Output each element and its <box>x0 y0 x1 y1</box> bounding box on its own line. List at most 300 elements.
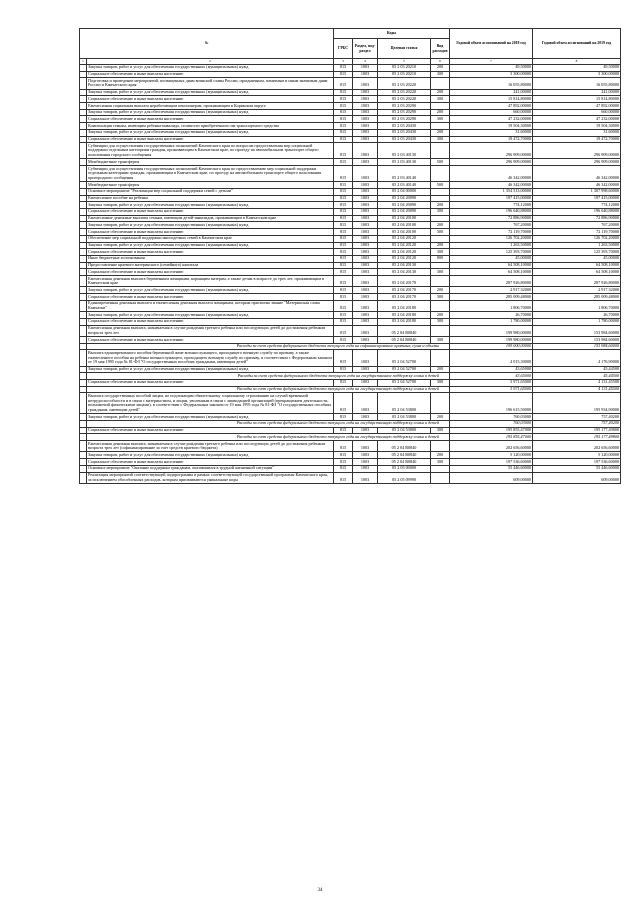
expense-type: 200 <box>431 414 450 421</box>
grbs-code: 815 <box>334 472 353 483</box>
target-code: 05 2 05 00000 <box>378 465 431 472</box>
target-code: 05 2 03 40130 <box>378 143 431 159</box>
grbs-code: 815 <box>334 129 353 136</box>
col-index: 8 <box>533 59 621 65</box>
table-row <box>80 262 621 269</box>
table-row <box>80 159 621 166</box>
row-number-cell <box>80 96 87 103</box>
amount-2019: 195 934,90000 <box>533 393 621 414</box>
grbs-code: 815 <box>334 166 353 182</box>
expense-type <box>431 350 450 366</box>
amount-2018: 1 354 513,00000 <box>450 188 533 195</box>
item-name: Закупка товаров, работ и услуг для обеспечения государственных (муниципальных) нужд <box>87 242 334 249</box>
razdel-code: 1003 <box>353 129 378 136</box>
amount-2019: 19 472,70000 <box>533 136 621 143</box>
table-row <box>80 269 621 276</box>
item-name: Социальное обеспечение и иные выплаты населению <box>87 96 334 103</box>
row-number-cell <box>80 373 87 380</box>
note-amount-2018: 760,03000 <box>450 420 533 427</box>
row-number-cell <box>80 452 87 459</box>
col-index: 6 <box>431 59 450 65</box>
target-code: 05 2 03 40140 <box>378 182 431 189</box>
table-row <box>80 325 621 336</box>
amount-2018: 774,12000 <box>450 202 533 209</box>
grbs-code: 815 <box>334 350 353 366</box>
item-name: Закупка товаров, работ и услуг для обеспечения государственных (муниципальных) нужд <box>87 64 334 71</box>
amount-2019: 72 886,90000 <box>533 215 621 222</box>
grbs-code: 815 <box>334 287 353 294</box>
grbs-code: 815 <box>334 366 353 373</box>
amount-2018: 296 909,00000 <box>450 143 533 159</box>
row-number-cell <box>80 269 87 276</box>
amount-2018: 3 971,65000 <box>450 379 533 386</box>
grbs-code: 815 <box>334 393 353 414</box>
grbs-code: 815 <box>334 414 353 421</box>
item-name: Обеспечение мер социальной поддержки многодетных семей в Камчатском крае <box>87 235 334 242</box>
table-row <box>80 109 621 116</box>
item-name: Социальное обеспечение и иные выплаты населению <box>87 318 334 325</box>
amount-2018: 196 615,50000 <box>450 393 533 414</box>
amount-2019: 16 055,80000 <box>533 78 621 89</box>
target-code: 05 2 04 52700 <box>378 350 431 366</box>
razdel-code: 1003 <box>353 103 378 110</box>
note-amount-2018: 43,65000 <box>450 373 533 380</box>
row-number-cell <box>80 116 87 123</box>
row-number-cell <box>80 287 87 294</box>
row-number-cell <box>80 434 87 441</box>
amount-2019: 196 640,88000 <box>533 208 621 215</box>
row-number-cell <box>80 337 87 344</box>
row-number-cell <box>80 129 87 136</box>
target-code: 05 2 03 20290 <box>378 109 431 116</box>
item-name: Социальное обеспечение и иные выплаты населению <box>87 116 334 123</box>
expense-type: 300 <box>431 294 450 301</box>
razdel-code: 1003 <box>353 71 378 78</box>
note-amount-2018: 109 000,00000 <box>450 343 533 350</box>
razdel-code: 1003 <box>353 78 378 89</box>
grbs-code: 815 <box>334 294 353 301</box>
item-name: Иные бюджетные ассигнования <box>87 255 334 262</box>
target-code: 05 2 04 53800 <box>378 414 431 421</box>
table-row <box>80 350 621 366</box>
row-number-cell <box>80 427 87 434</box>
row-number-cell <box>80 379 87 386</box>
target-code: 05 2 04 20090 <box>378 208 431 215</box>
razdel-code: 1003 <box>353 337 378 344</box>
target-code: 05 2 04 20130 <box>378 269 431 276</box>
note-amount-2019: 757,40200 <box>533 420 621 427</box>
amount-2018: 202 656,60000 <box>450 441 533 452</box>
target-code: 05 2 04 R0840 <box>378 337 431 344</box>
table-row <box>80 222 621 229</box>
amount-2018: 64 508,10000 <box>450 269 533 276</box>
amount-2019: 296 909,00000 <box>533 143 621 159</box>
razdel-code: 1003 <box>353 143 378 159</box>
amount-2019: 46 342,00000 <box>533 166 621 182</box>
item-name: Ежемесячная денежная выплата, назначаемая в случае рождения третьего ребенка или последующих детей до достижения ребенком возраста трех лет <box>87 325 334 336</box>
expense-type <box>431 300 450 311</box>
amount-2019: 197 536,60000 <box>533 459 621 466</box>
table-row <box>80 441 621 452</box>
grbs-code: 815 <box>334 222 353 229</box>
amount-2019: 296 909,00000 <box>533 159 621 166</box>
amount-2019: 767,20000 <box>533 222 621 229</box>
razdel-code: 1003 <box>353 441 378 452</box>
target-code: 05 2 03 20220 <box>378 78 431 89</box>
expense-type: 200 <box>431 222 450 229</box>
cofinancing-note-row <box>80 343 621 350</box>
note-amount-2019: 45,44500 <box>533 373 621 380</box>
grbs-code: 815 <box>334 312 353 319</box>
grbs-code: 815 <box>334 262 353 269</box>
expense-type <box>431 215 450 222</box>
amount-2018: 767,20000 <box>450 222 533 229</box>
amount-2019: 47 232,00000 <box>533 116 621 123</box>
amount-2018: 55 446,60000 <box>450 465 533 472</box>
razdel-code: 1003 <box>353 195 378 202</box>
razdel-code: 1003 <box>353 472 378 483</box>
note-amount-2018: 3 971,65000 <box>450 386 533 393</box>
expense-type <box>431 465 450 472</box>
header-razdel: Раздел, под-раздел <box>353 39 378 59</box>
target-code: 05 2 03 20220 <box>378 96 431 103</box>
razdel-code: 1003 <box>353 414 378 421</box>
expense-type: 300 <box>431 318 450 325</box>
table-row <box>80 459 621 466</box>
target-code: 05 2 03 20430 <box>378 129 431 136</box>
target-code: 05 2 04 20090 <box>378 195 431 202</box>
table-row <box>80 379 621 386</box>
expense-type <box>431 393 450 414</box>
table-row <box>80 143 621 159</box>
table-row <box>80 123 621 130</box>
amount-2018: 296 909,00000 <box>450 159 533 166</box>
amount-2018: 609,00000 <box>450 472 533 483</box>
expense-type <box>431 472 450 483</box>
table-row <box>80 116 621 123</box>
razdel-code: 1003 <box>353 255 378 262</box>
table-row <box>80 287 621 294</box>
amount-2019: 4 131,45500 <box>533 379 621 386</box>
row-number-cell <box>80 343 87 350</box>
razdel-code: 1003 <box>353 202 378 209</box>
amount-2018: 196 640,88000 <box>450 208 533 215</box>
grbs-code: 815 <box>334 318 353 325</box>
item-name: Субвенции для осуществления государственных полномочий Камчатского края по предоставлению мер социальной поддержки отдельным категориям граждан, проживающим в Камчатском крае, по проезду на автомобильном транспорте общего пользования пригородного сообщения <box>87 166 334 182</box>
amount-2018: 3 300,00000 <box>450 71 533 78</box>
item-name: Социальное обеспечение и иные выплаты населению <box>87 379 334 386</box>
amount-2018: 199 980,00000 <box>450 325 533 336</box>
expense-type <box>431 262 450 269</box>
expense-type <box>431 78 450 89</box>
razdel-code: 1003 <box>353 89 378 96</box>
target-code: 05 2 04 20090 <box>378 202 431 209</box>
amount-2019: 153 984,60000 <box>533 325 621 336</box>
grbs-code: 815 <box>334 452 353 459</box>
target-code: 05 2 04 R0840 <box>378 452 431 459</box>
grbs-code: 815 <box>334 64 353 71</box>
row-number-cell <box>80 249 87 256</box>
razdel-code: 1003 <box>353 325 378 336</box>
item-name: Социальное обеспечение и иные выплаты населению <box>87 269 334 276</box>
item-name: Компенсация семьям, имеющим ребенка-инвалида, стоимости приобретенного им транспортного средства <box>87 123 334 130</box>
razdel-code: 1003 <box>353 229 378 236</box>
grbs-code: 815 <box>334 195 353 202</box>
item-name: Социальное обеспечение и иные выплаты населению <box>87 229 334 236</box>
amount-2018: 26,70000 <box>450 312 533 319</box>
grbs-code: 815 <box>334 325 353 336</box>
grbs-code: 815 <box>334 208 353 215</box>
expense-type: 500 <box>431 182 450 189</box>
row-number-cell <box>80 136 87 143</box>
amount-2018: 197 415,00000 <box>450 195 533 202</box>
razdel-code: 1003 <box>353 123 378 130</box>
amount-2019: 47 892,00000 <box>533 103 621 110</box>
row-number-cell <box>80 255 87 262</box>
item-name: Закупка товаров, работ и услуг для обеспечения государственных (муниципальных) нужд <box>87 452 334 459</box>
razdel-code: 1003 <box>353 262 378 269</box>
amount-2018: 285 009,48000 <box>450 294 533 301</box>
row-number-cell <box>80 143 87 159</box>
expense-type: 300 <box>431 116 450 123</box>
target-code: 05 2 04 52700 <box>378 366 431 373</box>
razdel-code: 1003 <box>353 276 378 287</box>
razdel-code: 1003 <box>353 235 378 242</box>
amount-2019: 1 307 998,60000 <box>533 188 621 195</box>
table-row <box>80 255 621 262</box>
amount-2019: 1 263,50000 <box>533 242 621 249</box>
razdel-code: 1003 <box>353 222 378 229</box>
amount-2018: 2 917,32000 <box>450 287 533 294</box>
table-row <box>80 235 621 242</box>
item-name: Предоставление краевого материнского (семейного) капитала <box>87 262 334 269</box>
grbs-code: 815 <box>334 202 353 209</box>
row-number-cell <box>80 366 87 373</box>
table-row <box>80 472 621 483</box>
table-row <box>80 78 621 89</box>
table-row <box>80 136 621 143</box>
amount-2019: 64 508,10000 <box>533 269 621 276</box>
item-name: Выплата единовременного пособия беременной жене военнослужащего, проходящего военную службу по призыву, а также ежемесячного пособия на ребенка военнослужащего, проходящего военную службу по призыву, в соответствии с Федеральным законом от 19 мая 1995 года № 81-ФЗ "О государственных пособиях гражданам, имеющим детей" <box>88 349 332 365</box>
note-text: Расходы за счет средств федерального бюджета текущего года на государственное поддержку семьи и детей <box>87 373 450 380</box>
expense-type: 800 <box>431 255 450 262</box>
target-code: 05 2 04 00000 <box>378 188 431 195</box>
expense-type: 300 <box>431 96 450 103</box>
note-text: Расходы за счет средств федерального бюджета текущего года на государственную поддержку семьи и детей <box>87 386 450 393</box>
amount-2019: 2 917,32000 <box>533 287 621 294</box>
grbs-code: 815 <box>334 427 353 434</box>
row-number-cell <box>80 276 87 287</box>
target-code: 05 2 03 20430 <box>378 136 431 143</box>
table-row <box>80 64 621 71</box>
item-name: Закупка товаров, работ и услуг для обеспечения государственных (муниципальных) нужд <box>87 89 334 96</box>
item-name: Социальное обеспечение и иные выплаты населению <box>87 136 334 143</box>
item-name: Социальное обеспечение и иные выплаты населению <box>87 459 334 466</box>
row-number-cell <box>80 103 87 110</box>
row-number-cell <box>80 386 87 393</box>
expense-type <box>431 325 450 336</box>
target-code: 05 2 04 20100 <box>378 229 431 236</box>
target-code: 05 2 04 20170 <box>378 276 431 287</box>
page-number: 34 <box>317 888 323 893</box>
table-row <box>80 366 621 373</box>
row-number-cell <box>80 89 87 96</box>
row-number-cell <box>80 215 87 222</box>
row-number-cell <box>80 420 87 427</box>
amount-2019: 287 926,80000 <box>533 276 621 287</box>
item-name: Единовременная денежная выплата и ежемесячная денежная выплата женщинам, которым присвоено звание "Материнская слава Камчатки" <box>87 300 334 311</box>
col-index: 4 <box>353 59 378 65</box>
target-code: 05 2 04 20120 <box>378 249 431 256</box>
amount-2018: 660,00000 <box>450 109 533 116</box>
note-amount-2019: 153 984,60000 <box>533 343 621 350</box>
amount-2019: 5 120,00000 <box>533 452 621 459</box>
item-name: Социальное обеспечение и иные выплаты населению <box>87 249 334 256</box>
razdel-code: 1003 <box>353 159 378 166</box>
target-code: 05 2 04 20170 <box>378 287 431 294</box>
note-amount-2019: 4 131,45500 <box>533 386 621 393</box>
amount-2018: 197 536,60000 <box>450 459 533 466</box>
grbs-code: 815 <box>334 255 353 262</box>
header-2018: Годовой объем ассигнований на 2018 год <box>450 29 533 59</box>
note-text: Расходы за счет средств федерального бюджета текущего года на государственную поддержку семьи и детей <box>87 420 450 427</box>
row-number-cell <box>80 208 87 215</box>
row-number-cell <box>80 414 87 421</box>
target-code: 05 2 03 40140 <box>378 166 431 182</box>
target-code: 05 2 04 R0840 <box>378 459 431 466</box>
razdel-code: 1003 <box>353 294 378 301</box>
expense-type <box>431 195 450 202</box>
cofinancing-note-row <box>80 420 621 427</box>
amount-2019: 45,44500 <box>533 366 621 373</box>
expense-type: 300 <box>431 71 450 78</box>
expense-type <box>431 276 450 287</box>
razdel-code: 1003 <box>353 215 378 222</box>
amount-2018: 31,60000 <box>450 129 533 136</box>
table-row <box>80 229 621 236</box>
target-code: 05 2 03 20210 <box>378 71 431 78</box>
amount-2019: 153 984,60000 <box>533 337 621 344</box>
table-row <box>80 465 621 472</box>
grbs-code: 815 <box>334 269 353 276</box>
expense-type: 300 <box>431 208 450 215</box>
grbs-code: 815 <box>334 109 353 116</box>
amount-2019: 4 176,90000 <box>533 350 621 366</box>
item-name: Ежемесячная денежная выплата беременным женщинам, кормящим матерям, а также детям в возрасте до трех лет, проживающим в Камчатском крае <box>87 276 334 287</box>
note-amount-2018: 195 855,47000 <box>450 434 533 441</box>
amount-2018: 125 393,70000 <box>450 249 533 256</box>
header-target: Целевая статья <box>378 39 431 59</box>
item-name: Закупка товаров, работ и услуг для обеспечения государственных (муниципальных) нужд <box>87 366 334 373</box>
expense-type: 200 <box>431 202 450 209</box>
grbs-code: 815 <box>334 229 353 236</box>
target-code: 05 2 04 20180 <box>378 312 431 319</box>
razdel-code: 1003 <box>353 300 378 311</box>
header-vid: Вид расходов <box>431 39 450 59</box>
amount-2018: 287 926,80000 <box>450 276 533 287</box>
cofinancing-note-row <box>80 386 621 393</box>
grbs-code: 815 <box>334 188 353 195</box>
amount-2019: 125 393,70000 <box>533 249 621 256</box>
razdel-code: 1003 <box>353 116 378 123</box>
row-number-cell <box>80 472 87 483</box>
grbs-code: 815 <box>334 276 353 287</box>
grbs-code: 815 <box>334 136 353 143</box>
razdel-code: 1003 <box>353 312 378 319</box>
razdel-code: 1003 <box>353 182 378 189</box>
razdel-code: 1003 <box>353 452 378 459</box>
razdel-code: 1003 <box>353 427 378 434</box>
amount-2019: 202 656,60000 <box>533 441 621 452</box>
table-row <box>80 249 621 256</box>
table-row <box>80 202 621 209</box>
expense-type: 200 <box>431 312 450 319</box>
budget-table <box>79 28 621 484</box>
grbs-code: 815 <box>334 159 353 166</box>
amount-2019: 1 806,70000 <box>533 300 621 311</box>
item-name: Реализация мероприятий соответствующей подпрограммы в рамках соответствующей государственной программы Камчатского края, за исключением обособленных расходов, которым присваиваются уникальные коды <box>87 472 334 483</box>
col-index: 5 <box>378 59 431 65</box>
amount-2019: 15 814,80000 <box>533 96 621 103</box>
cofinancing-note-row <box>80 434 621 441</box>
amount-2019: 660,00000 <box>533 109 621 116</box>
expense-type <box>431 235 450 242</box>
amount-2019: 26,70000 <box>533 312 621 319</box>
amount-2019: 126 702,20000 <box>533 235 621 242</box>
grbs-code: 815 <box>334 215 353 222</box>
expense-type: 300 <box>431 379 450 386</box>
target-code: 05 2 04 53800 <box>378 427 431 434</box>
amount-2019: 3 300,00000 <box>533 71 621 78</box>
razdel-code: 1003 <box>353 166 378 182</box>
amount-2019: 49,50000 <box>533 64 621 71</box>
item-name: Межбюджетные трансферты <box>87 182 334 189</box>
row-number-cell <box>80 166 87 182</box>
razdel-code: 1003 <box>353 269 378 276</box>
amount-2018: 19 472,70000 <box>450 136 533 143</box>
row-number-cell <box>80 229 87 236</box>
amount-2019: 1 780,00000 <box>533 318 621 325</box>
header-2019: Годовой объем ассигнований на 2019 год <box>533 29 621 59</box>
amount-2019: 46 342,00000 <box>533 182 621 189</box>
row-number-cell <box>80 262 87 269</box>
item-name: Ежемесячная социальная выплата неработающим пенсионерам, проживающим в Корякском округе <box>87 103 334 110</box>
item-name: Основное мероприятие "Оказание поддержки гражданам, оказавшимся в трудной жизненной ситуации" <box>87 465 334 472</box>
razdel-code: 1003 <box>353 136 378 143</box>
grbs-code: 815 <box>334 116 353 123</box>
razdel-code: 1003 <box>353 465 378 472</box>
target-code: 05 2 04 53800 <box>378 393 431 414</box>
razdel-code: 1003 <box>353 459 378 466</box>
target-code: 05 2 05 09990 <box>378 472 431 483</box>
cofinancing-note-row <box>80 373 621 380</box>
expense-type: 200 <box>431 287 450 294</box>
amount-2018: 15 814,80000 <box>450 96 533 103</box>
item-name: Ежемесячная денежная выплата, назначаемая в случае рождения третьего ребенка или последующих детей до достижения ребенком возраста трех лет (софинансирование за счет средств краевого бюджета) <box>87 441 334 452</box>
item-name: Ежемесячные денежные выплаты семьям, имеющим детей-инвалидов, проживающим в Камчатском крае <box>87 215 334 222</box>
amount-2018: 126 702,20000 <box>450 235 533 242</box>
table-row <box>80 242 621 249</box>
amount-2019: 197 415,00000 <box>533 195 621 202</box>
table-row <box>80 182 621 189</box>
expense-type: 200 <box>431 64 450 71</box>
razdel-code: 1003 <box>353 242 378 249</box>
row-number-cell <box>80 312 87 319</box>
row-number-cell <box>80 71 87 78</box>
amount-2018: 72 119,70000 <box>450 229 533 236</box>
amount-2018: 1 780,00000 <box>450 318 533 325</box>
row-number-cell <box>80 465 87 472</box>
